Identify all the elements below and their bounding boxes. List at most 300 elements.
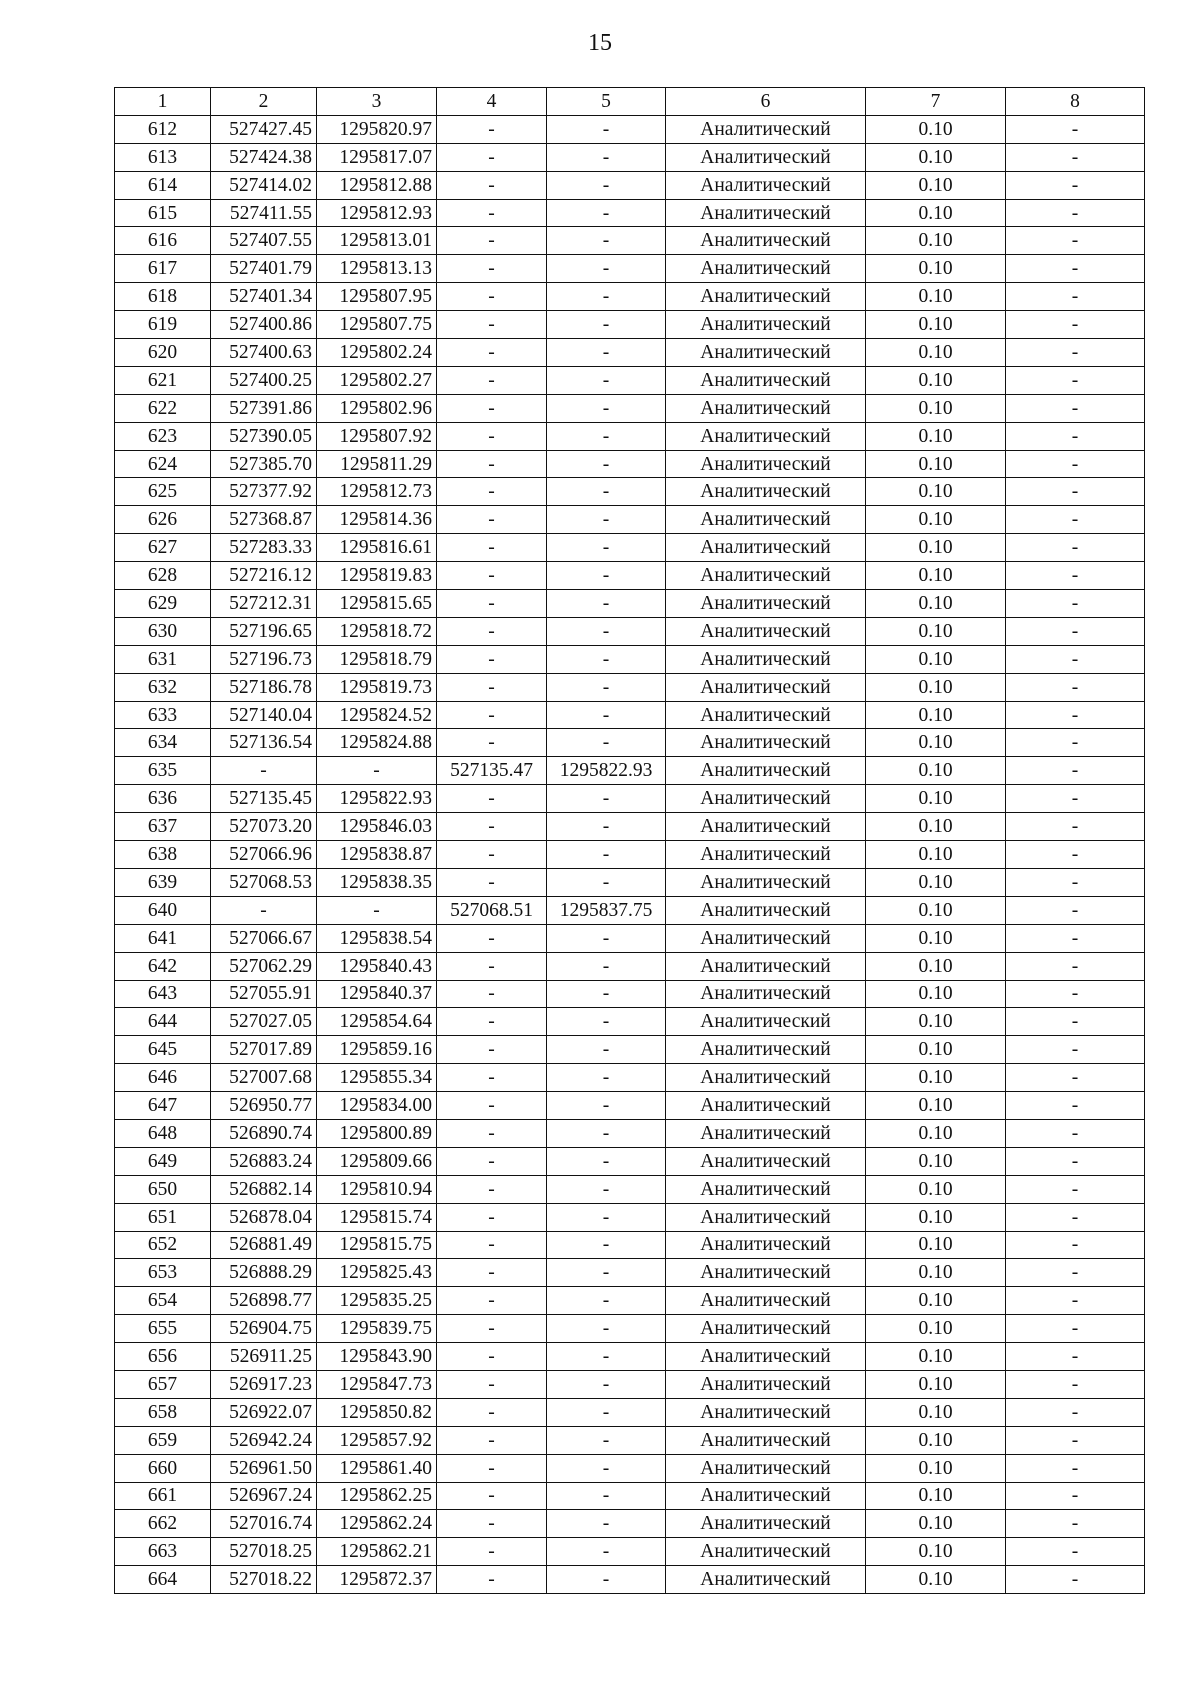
method-cell: Аналитический — [666, 617, 866, 645]
x-coordinate-cell: 526950.77 — [211, 1092, 317, 1120]
accuracy-cell: 0.10 — [866, 311, 1006, 339]
x-coordinate-cell: 527414.02 — [211, 171, 317, 199]
point-number-cell: 639 — [115, 868, 211, 896]
y-coordinate-alt-cell: - — [547, 366, 666, 394]
method-cell: Аналитический — [666, 841, 866, 869]
y-coordinate-alt-cell: - — [547, 980, 666, 1008]
y-coordinate-cell: 1295872.37 — [317, 1566, 437, 1594]
x-coordinate-cell: 526898.77 — [211, 1287, 317, 1315]
point-number-cell: 615 — [115, 199, 211, 227]
x-coordinate-alt-cell: - — [437, 868, 547, 896]
table-row — [115, 1147, 1145, 1175]
table-row — [115, 1287, 1145, 1315]
method-cell: Аналитический — [666, 562, 866, 590]
y-coordinate-alt-cell: - — [547, 450, 666, 478]
x-coordinate-cell: 527016.74 — [211, 1510, 317, 1538]
table-row — [115, 450, 1145, 478]
y-coordinate-alt-cell: 1295822.93 — [547, 757, 666, 785]
method-cell: Аналитический — [666, 673, 866, 701]
method-cell: Аналитический — [666, 478, 866, 506]
y-coordinate-alt-cell: - — [547, 199, 666, 227]
accuracy-cell: 0.10 — [866, 645, 1006, 673]
y-coordinate-alt-cell: - — [547, 506, 666, 534]
page-number: 15 — [588, 30, 612, 56]
x-coordinate-cell: 526922.07 — [211, 1398, 317, 1426]
table-row — [115, 1008, 1145, 1036]
x-coordinate-alt-cell: - — [437, 422, 547, 450]
y-coordinate-cell: 1295824.88 — [317, 729, 437, 757]
note-cell: - — [1006, 1510, 1145, 1538]
y-coordinate-cell: 1295811.29 — [317, 450, 437, 478]
table-row — [115, 171, 1145, 199]
note-cell: - — [1006, 1147, 1145, 1175]
x-coordinate-alt-cell: - — [437, 227, 547, 255]
x-coordinate-alt-cell: - — [437, 1510, 547, 1538]
column-header-1: 1 — [115, 88, 211, 116]
method-cell: Аналитический — [666, 952, 866, 980]
x-coordinate-alt-cell: - — [437, 1566, 547, 1594]
y-coordinate-alt-cell: - — [547, 1147, 666, 1175]
y-coordinate-alt-cell: - — [547, 1343, 666, 1371]
point-number-cell: 636 — [115, 785, 211, 813]
note-cell: - — [1006, 422, 1145, 450]
x-coordinate-alt-cell: - — [437, 394, 547, 422]
method-cell: Аналитический — [666, 896, 866, 924]
accuracy-cell: 0.10 — [866, 227, 1006, 255]
table-row — [115, 562, 1145, 590]
y-coordinate-cell: 1295834.00 — [317, 1092, 437, 1120]
method-cell: Аналитический — [666, 1538, 866, 1566]
note-cell: - — [1006, 143, 1145, 171]
method-cell: Аналитический — [666, 1203, 866, 1231]
y-coordinate-alt-cell: - — [547, 673, 666, 701]
x-coordinate-alt-cell: - — [437, 1315, 547, 1343]
y-coordinate-alt-cell: - — [547, 1231, 666, 1259]
table-row — [115, 896, 1145, 924]
method-cell: Аналитический — [666, 422, 866, 450]
point-number-cell: 632 — [115, 673, 211, 701]
point-number-cell: 627 — [115, 534, 211, 562]
y-coordinate-cell: 1295850.82 — [317, 1398, 437, 1426]
note-cell: - — [1006, 1119, 1145, 1147]
table-row — [115, 1370, 1145, 1398]
note-cell: - — [1006, 1343, 1145, 1371]
x-coordinate-cell: 527186.78 — [211, 673, 317, 701]
x-coordinate-alt-cell: - — [437, 1538, 547, 1566]
y-coordinate-cell: 1295816.61 — [317, 534, 437, 562]
x-coordinate-cell: 526961.50 — [211, 1454, 317, 1482]
note-cell: - — [1006, 1426, 1145, 1454]
accuracy-cell: 0.10 — [866, 1259, 1006, 1287]
y-coordinate-cell: 1295840.37 — [317, 980, 437, 1008]
table-row — [115, 1064, 1145, 1092]
accuracy-cell: 0.10 — [866, 366, 1006, 394]
table-row — [115, 422, 1145, 450]
table-row — [115, 1426, 1145, 1454]
y-coordinate-cell: 1295861.40 — [317, 1454, 437, 1482]
method-cell: Аналитический — [666, 980, 866, 1008]
y-coordinate-alt-cell: - — [547, 1036, 666, 1064]
method-cell: Аналитический — [666, 534, 866, 562]
note-cell: - — [1006, 1231, 1145, 1259]
method-cell: Аналитический — [666, 701, 866, 729]
method-cell: Аналитический — [666, 199, 866, 227]
table-row — [115, 506, 1145, 534]
point-number-cell: 643 — [115, 980, 211, 1008]
method-cell: Аналитический — [666, 227, 866, 255]
y-coordinate-cell: 1295857.92 — [317, 1426, 437, 1454]
note-cell: - — [1006, 1259, 1145, 1287]
y-coordinate-alt-cell: - — [547, 1510, 666, 1538]
y-coordinate-alt-cell: - — [547, 1370, 666, 1398]
y-coordinate-cell: 1295840.43 — [317, 952, 437, 980]
note-cell: - — [1006, 645, 1145, 673]
note-cell: - — [1006, 506, 1145, 534]
method-cell: Аналитический — [666, 1482, 866, 1510]
y-coordinate-cell: 1295800.89 — [317, 1119, 437, 1147]
accuracy-cell: 0.10 — [866, 785, 1006, 813]
y-coordinate-cell: 1295862.25 — [317, 1482, 437, 1510]
x-coordinate-cell: 527400.25 — [211, 366, 317, 394]
method-cell: Аналитический — [666, 1147, 866, 1175]
accuracy-cell: 0.10 — [866, 199, 1006, 227]
y-coordinate-cell: 1295859.16 — [317, 1036, 437, 1064]
y-coordinate-alt-cell: - — [547, 478, 666, 506]
method-cell: Аналитический — [666, 283, 866, 311]
note-cell: - — [1006, 1287, 1145, 1315]
column-header-3: 3 — [317, 88, 437, 116]
y-coordinate-cell: 1295802.27 — [317, 366, 437, 394]
y-coordinate-cell: - — [317, 896, 437, 924]
x-coordinate-alt-cell: - — [437, 1064, 547, 1092]
note-cell: - — [1006, 785, 1145, 813]
y-coordinate-alt-cell: - — [547, 1064, 666, 1092]
x-coordinate-cell: 527196.73 — [211, 645, 317, 673]
accuracy-cell: 0.10 — [866, 868, 1006, 896]
point-number-cell: 663 — [115, 1538, 211, 1566]
x-coordinate-cell: 526888.29 — [211, 1259, 317, 1287]
y-coordinate-cell: 1295802.24 — [317, 339, 437, 367]
note-cell: - — [1006, 590, 1145, 618]
point-number-cell: 662 — [115, 1510, 211, 1538]
note-cell: - — [1006, 617, 1145, 645]
method-cell: Аналитический — [666, 1259, 866, 1287]
y-coordinate-alt-cell: - — [547, 339, 666, 367]
x-coordinate-alt-cell: - — [437, 339, 547, 367]
accuracy-cell: 0.10 — [866, 1287, 1006, 1315]
y-coordinate-cell: 1295854.64 — [317, 1008, 437, 1036]
x-coordinate-cell: 526881.49 — [211, 1231, 317, 1259]
note-cell: - — [1006, 1538, 1145, 1566]
note-cell: - — [1006, 841, 1145, 869]
note-cell: - — [1006, 924, 1145, 952]
point-number-cell: 621 — [115, 366, 211, 394]
x-coordinate-alt-cell: - — [437, 1175, 547, 1203]
table-row — [115, 729, 1145, 757]
y-coordinate-cell: 1295822.93 — [317, 785, 437, 813]
note-cell: - — [1006, 1203, 1145, 1231]
x-coordinate-alt-cell: - — [437, 1482, 547, 1510]
x-coordinate-alt-cell: - — [437, 785, 547, 813]
x-coordinate-alt-cell: - — [437, 1454, 547, 1482]
y-coordinate-alt-cell: - — [547, 1203, 666, 1231]
y-coordinate-alt-cell: - — [547, 311, 666, 339]
x-coordinate-alt-cell: - — [437, 617, 547, 645]
accuracy-cell: 0.10 — [866, 701, 1006, 729]
x-coordinate-cell: 527140.04 — [211, 701, 317, 729]
y-coordinate-alt-cell: - — [547, 171, 666, 199]
x-coordinate-alt-cell: - — [437, 1259, 547, 1287]
y-coordinate-cell: 1295862.21 — [317, 1538, 437, 1566]
y-coordinate-cell: 1295802.96 — [317, 394, 437, 422]
y-coordinate-cell: 1295807.92 — [317, 422, 437, 450]
table-row — [115, 1036, 1145, 1064]
table-row — [115, 952, 1145, 980]
point-number-cell: 644 — [115, 1008, 211, 1036]
accuracy-cell: 0.10 — [866, 1510, 1006, 1538]
table-row — [115, 1203, 1145, 1231]
point-number-cell: 616 — [115, 227, 211, 255]
y-coordinate-alt-cell: - — [547, 1287, 666, 1315]
accuracy-cell: 0.10 — [866, 478, 1006, 506]
accuracy-cell: 0.10 — [866, 115, 1006, 143]
note-cell: - — [1006, 366, 1145, 394]
y-coordinate-cell: 1295825.43 — [317, 1259, 437, 1287]
x-coordinate-cell: 526917.23 — [211, 1370, 317, 1398]
point-number-cell: 660 — [115, 1454, 211, 1482]
note-cell: - — [1006, 227, 1145, 255]
point-number-cell: 629 — [115, 590, 211, 618]
column-header-2: 2 — [211, 88, 317, 116]
x-coordinate-cell: 526882.14 — [211, 1175, 317, 1203]
x-coordinate-cell: 527066.67 — [211, 924, 317, 952]
accuracy-cell: 0.10 — [866, 673, 1006, 701]
y-coordinate-cell: 1295810.94 — [317, 1175, 437, 1203]
x-coordinate-cell: 527407.55 — [211, 227, 317, 255]
table-row — [115, 1398, 1145, 1426]
y-coordinate-cell: 1295847.73 — [317, 1370, 437, 1398]
note-cell: - — [1006, 813, 1145, 841]
y-coordinate-alt-cell: - — [547, 1482, 666, 1510]
x-coordinate-cell: 527135.45 — [211, 785, 317, 813]
accuracy-cell: 0.10 — [866, 283, 1006, 311]
method-cell: Аналитический — [666, 115, 866, 143]
y-coordinate-alt-cell: - — [547, 394, 666, 422]
accuracy-cell: 0.10 — [866, 422, 1006, 450]
method-cell: Аналитический — [666, 868, 866, 896]
point-number-cell: 623 — [115, 422, 211, 450]
y-coordinate-cell: 1295819.83 — [317, 562, 437, 590]
y-coordinate-cell: 1295809.66 — [317, 1147, 437, 1175]
note-cell: - — [1006, 394, 1145, 422]
point-number-cell: 635 — [115, 757, 211, 785]
accuracy-cell: 0.10 — [866, 952, 1006, 980]
method-cell: Аналитический — [666, 143, 866, 171]
x-coordinate-cell: 527017.89 — [211, 1036, 317, 1064]
note-cell: - — [1006, 450, 1145, 478]
note-cell: - — [1006, 868, 1145, 896]
method-cell: Аналитический — [666, 311, 866, 339]
y-coordinate-cell: 1295807.95 — [317, 283, 437, 311]
point-number-cell: 649 — [115, 1147, 211, 1175]
x-coordinate-alt-cell: - — [437, 1426, 547, 1454]
x-coordinate-cell: 527007.68 — [211, 1064, 317, 1092]
method-cell: Аналитический — [666, 1315, 866, 1343]
x-coordinate-alt-cell: - — [437, 255, 547, 283]
point-number-cell: 624 — [115, 450, 211, 478]
y-coordinate-cell: 1295812.88 — [317, 171, 437, 199]
x-coordinate-cell: 527062.29 — [211, 952, 317, 980]
accuracy-cell: 0.10 — [866, 980, 1006, 1008]
point-number-cell: 641 — [115, 924, 211, 952]
y-coordinate-alt-cell: - — [547, 227, 666, 255]
y-coordinate-alt-cell: - — [547, 562, 666, 590]
y-coordinate-cell: 1295818.72 — [317, 617, 437, 645]
x-coordinate-alt-cell: - — [437, 673, 547, 701]
point-number-cell: 654 — [115, 1287, 211, 1315]
y-coordinate-cell: 1295838.54 — [317, 924, 437, 952]
table-row — [115, 394, 1145, 422]
method-cell: Аналитический — [666, 255, 866, 283]
table-row — [115, 1119, 1145, 1147]
accuracy-cell: 0.10 — [866, 1538, 1006, 1566]
accuracy-cell: 0.10 — [866, 1482, 1006, 1510]
point-number-cell: 622 — [115, 394, 211, 422]
point-number-cell: 620 — [115, 339, 211, 367]
y-coordinate-alt-cell: - — [547, 1259, 666, 1287]
point-number-cell: 648 — [115, 1119, 211, 1147]
x-coordinate-cell: 527055.91 — [211, 980, 317, 1008]
y-coordinate-alt-cell: - — [547, 701, 666, 729]
y-coordinate-cell: 1295824.52 — [317, 701, 437, 729]
y-coordinate-alt-cell: - — [547, 1092, 666, 1120]
note-cell: - — [1006, 534, 1145, 562]
table-row — [115, 199, 1145, 227]
method-cell: Аналитический — [666, 1566, 866, 1594]
point-number-cell: 633 — [115, 701, 211, 729]
point-number-cell: 626 — [115, 506, 211, 534]
accuracy-cell: 0.10 — [866, 896, 1006, 924]
note-cell: - — [1006, 757, 1145, 785]
x-coordinate-alt-cell: - — [437, 980, 547, 1008]
x-coordinate-alt-cell: - — [437, 450, 547, 478]
point-number-cell: 657 — [115, 1370, 211, 1398]
x-coordinate-alt-cell: - — [437, 506, 547, 534]
x-coordinate-alt-cell: 527068.51 — [437, 896, 547, 924]
table-row — [115, 980, 1145, 1008]
y-coordinate-cell: 1295815.74 — [317, 1203, 437, 1231]
accuracy-cell: 0.10 — [866, 1036, 1006, 1064]
method-cell: Аналитический — [666, 366, 866, 394]
x-coordinate-cell: 527136.54 — [211, 729, 317, 757]
point-number-cell: 614 — [115, 171, 211, 199]
table-row — [115, 255, 1145, 283]
y-coordinate-alt-cell: - — [547, 590, 666, 618]
accuracy-cell: 0.10 — [866, 143, 1006, 171]
point-number-cell: 631 — [115, 645, 211, 673]
note-cell: - — [1006, 199, 1145, 227]
y-coordinate-alt-cell: - — [547, 1119, 666, 1147]
table-row — [115, 868, 1145, 896]
x-coordinate-alt-cell: - — [437, 1203, 547, 1231]
method-cell: Аналитический — [666, 1231, 866, 1259]
y-coordinate-cell: 1295812.93 — [317, 199, 437, 227]
y-coordinate-cell: - — [317, 757, 437, 785]
x-coordinate-alt-cell: - — [437, 199, 547, 227]
point-number-cell: 628 — [115, 562, 211, 590]
method-cell: Аналитический — [666, 1398, 866, 1426]
table-row — [115, 1454, 1145, 1482]
point-number-cell: 640 — [115, 896, 211, 924]
y-coordinate-cell: 1295839.75 — [317, 1315, 437, 1343]
table-header-row — [115, 88, 1145, 116]
accuracy-cell: 0.10 — [866, 841, 1006, 869]
note-cell: - — [1006, 1398, 1145, 1426]
note-cell: - — [1006, 980, 1145, 1008]
table-row — [115, 590, 1145, 618]
x-coordinate-cell: 527283.33 — [211, 534, 317, 562]
method-cell: Аналитический — [666, 590, 866, 618]
x-coordinate-alt-cell: - — [437, 143, 547, 171]
table-row — [115, 757, 1145, 785]
y-coordinate-alt-cell: - — [547, 924, 666, 952]
note-cell: - — [1006, 115, 1145, 143]
accuracy-cell: 0.10 — [866, 1454, 1006, 1482]
column-header-5: 5 — [547, 88, 666, 116]
y-coordinate-alt-cell: - — [547, 1566, 666, 1594]
y-coordinate-cell: 1295813.01 — [317, 227, 437, 255]
x-coordinate-cell: 526904.75 — [211, 1315, 317, 1343]
y-coordinate-cell: 1295838.35 — [317, 868, 437, 896]
table-row — [115, 1538, 1145, 1566]
accuracy-cell: 0.10 — [866, 1231, 1006, 1259]
x-coordinate-cell: 527401.79 — [211, 255, 317, 283]
table-row — [115, 1510, 1145, 1538]
x-coordinate-cell: 527068.53 — [211, 868, 317, 896]
x-coordinate-alt-cell: - — [437, 1370, 547, 1398]
table-row — [115, 478, 1145, 506]
accuracy-cell: 0.10 — [866, 171, 1006, 199]
y-coordinate-alt-cell: - — [547, 1398, 666, 1426]
accuracy-cell: 0.10 — [866, 1092, 1006, 1120]
x-coordinate-alt-cell: - — [437, 590, 547, 618]
table-row — [115, 283, 1145, 311]
note-cell: - — [1006, 562, 1145, 590]
method-cell: Аналитический — [666, 1092, 866, 1120]
y-coordinate-alt-cell: - — [547, 952, 666, 980]
y-coordinate-cell: 1295815.75 — [317, 1231, 437, 1259]
note-cell: - — [1006, 339, 1145, 367]
x-coordinate-cell: - — [211, 896, 317, 924]
point-number-cell: 661 — [115, 1482, 211, 1510]
table-row — [115, 311, 1145, 339]
x-coordinate-alt-cell: 527135.47 — [437, 757, 547, 785]
method-cell: Аналитический — [666, 924, 866, 952]
method-cell: Аналитический — [666, 813, 866, 841]
table-row — [115, 701, 1145, 729]
accuracy-cell: 0.10 — [866, 924, 1006, 952]
method-cell: Аналитический — [666, 1343, 866, 1371]
x-coordinate-alt-cell: - — [437, 1287, 547, 1315]
accuracy-cell: 0.10 — [866, 450, 1006, 478]
accuracy-cell: 0.10 — [866, 1119, 1006, 1147]
x-coordinate-cell: 527196.65 — [211, 617, 317, 645]
accuracy-cell: 0.10 — [866, 534, 1006, 562]
table-row — [115, 1315, 1145, 1343]
note-cell: - — [1006, 896, 1145, 924]
y-coordinate-alt-cell: - — [547, 785, 666, 813]
x-coordinate-alt-cell: - — [437, 478, 547, 506]
